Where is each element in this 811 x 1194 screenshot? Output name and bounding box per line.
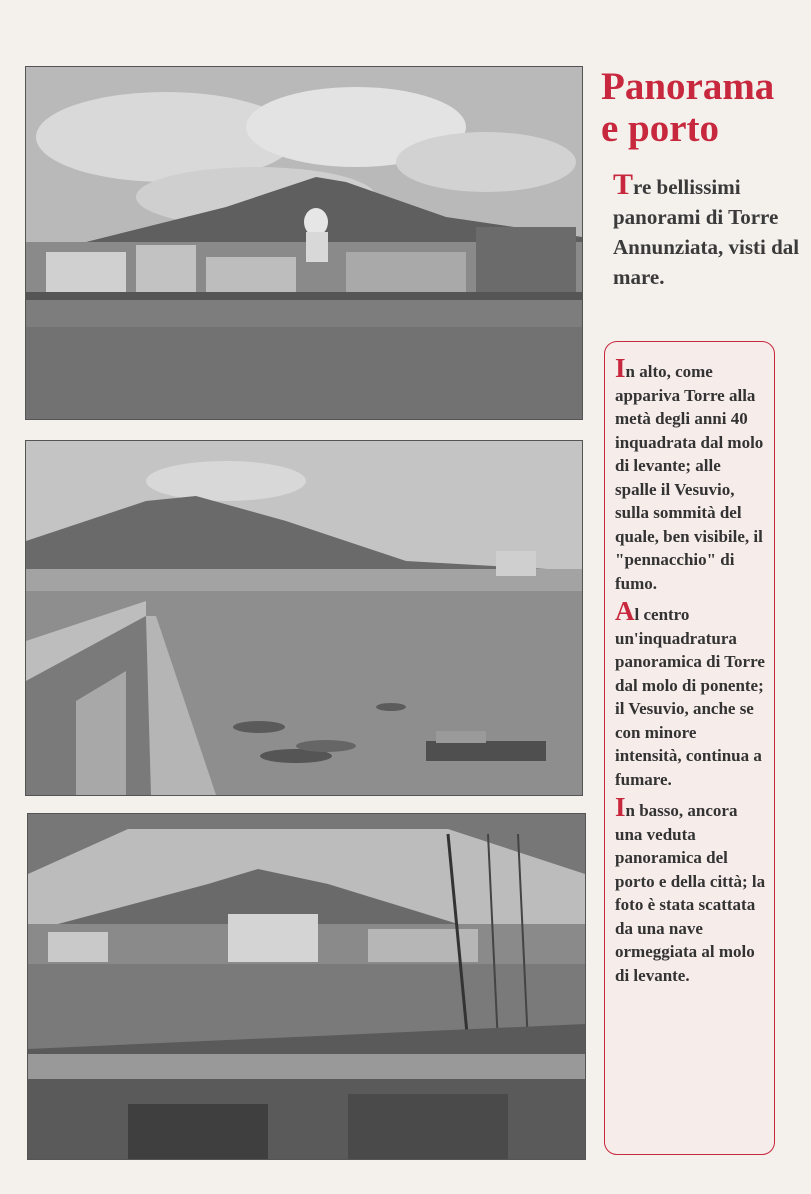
lead-text: re bellissimi panorami di Torre Annunziata, visti dal mare. xyxy=(613,175,800,289)
photo-top-image xyxy=(26,67,582,419)
caption-bottom-drop-cap: I xyxy=(615,792,626,822)
lead-paragraph xyxy=(613,170,803,292)
photo-top-panorama xyxy=(25,66,583,420)
caption-middle-text: l centro un'inquadratura panoramica di Torre dal molo di ponente; il Vesuvio, anche se con minore intensità, continua a fumare. xyxy=(615,605,765,789)
caption-bottom xyxy=(615,792,766,987)
caption-middle-drop-cap: A xyxy=(615,596,635,626)
photo-middle-panorama xyxy=(25,440,583,796)
photo-bottom-panorama xyxy=(27,813,586,1160)
page-title xyxy=(601,66,801,150)
caption-top-text: n alto, come appariva Torre alla metà degli anni 40 inquadrata dal molo di levante; alle spalle il Vesuvio, sulla sommità del quale, ben visibile, il "pennacchio" di fumo. xyxy=(615,362,764,593)
title-line-1: Panorama xyxy=(601,65,775,108)
captions-box xyxy=(604,341,775,1155)
lead-drop-cap: T xyxy=(613,168,634,201)
caption-middle xyxy=(615,596,766,791)
caption-top xyxy=(615,353,766,595)
photo-middle-image xyxy=(26,441,582,795)
photo-bottom-image xyxy=(28,814,585,1159)
caption-bottom-text: n basso, ancora una veduta panoramica del porto e della città; la foto è stata scattata da una nave ormeggiata al molo di levante. xyxy=(615,801,766,985)
caption-top-drop-cap: I xyxy=(615,353,626,383)
title-line-2: e porto xyxy=(601,107,720,150)
